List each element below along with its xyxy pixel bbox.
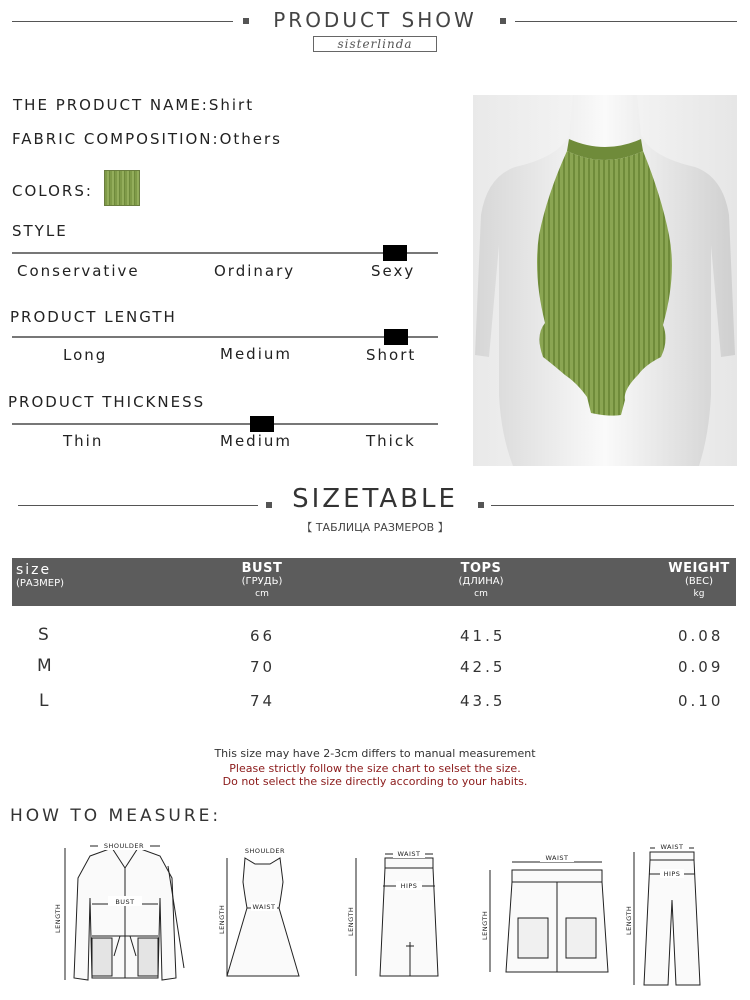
skirt-diagram bbox=[340, 846, 440, 986]
row-l-size: L bbox=[39, 691, 52, 711]
shoulder-label-1: SHOULDER bbox=[103, 842, 145, 850]
row-s-weight: 0.08 bbox=[678, 627, 724, 645]
hips-label-1: HIPS bbox=[400, 882, 418, 890]
shoulder-label-2: SHOULDER bbox=[244, 847, 286, 855]
thickness-scale-line bbox=[12, 423, 438, 425]
pants-diagram bbox=[620, 840, 715, 990]
hips-label-2: HIPS bbox=[663, 870, 681, 878]
jacket-diagram bbox=[50, 838, 200, 993]
style-scale-line bbox=[12, 252, 438, 254]
style-marker bbox=[383, 245, 407, 261]
length-label-4: LENGTH bbox=[481, 910, 489, 940]
length-option-medium: Medium bbox=[220, 345, 292, 363]
style-title: STYLE bbox=[12, 222, 68, 240]
shorts-diagram bbox=[478, 848, 618, 983]
sizetable-divider-left bbox=[18, 505, 258, 506]
row-s-tops: 41.5 bbox=[460, 627, 506, 645]
fabric-value: Others bbox=[219, 130, 282, 148]
product-name-label: THE PRODUCT NAME: bbox=[13, 96, 209, 114]
row-l-tops: 43.5 bbox=[460, 692, 506, 710]
style-option-conservative: Conservative bbox=[17, 262, 140, 280]
sizetable-bullet-right bbox=[478, 502, 484, 508]
thickness-option-thin: Thin bbox=[63, 432, 104, 450]
row-m-size: M bbox=[37, 656, 55, 676]
col-bust: BUST (ГРУДЬ) cm bbox=[241, 561, 283, 599]
warning-note-1: Please strictly follow the size chart to selset the size. bbox=[229, 762, 521, 775]
product-name-value: Shirt bbox=[208, 96, 255, 114]
bust-label: BUST bbox=[115, 898, 135, 906]
color-swatch-green[interactable] bbox=[104, 170, 140, 206]
thickness-marker bbox=[250, 416, 274, 432]
how-to-measure-title: HOW TO MEASURE: bbox=[10, 806, 222, 826]
sizetable-title: SIZETABLE bbox=[292, 484, 458, 514]
size-table-header bbox=[12, 558, 736, 606]
waist-label-4: WAIST bbox=[660, 843, 684, 851]
sizetable-subtitle: 【 ТАБЛИЦА РАЗМЕРОВ 】 bbox=[301, 521, 449, 534]
page-title: PRODUCT SHOW bbox=[273, 8, 477, 32]
fabric-label: FABRIC COMPOSITION: bbox=[12, 130, 220, 148]
length-option-long: Long bbox=[63, 346, 108, 364]
thickness-option-thick: Thick bbox=[366, 432, 416, 450]
header-divider-right bbox=[515, 21, 737, 22]
warning-note-2: Do not select the size directly according to your habits. bbox=[222, 775, 528, 788]
row-s-size: S bbox=[38, 625, 52, 645]
length-label-1: LENGTH bbox=[54, 903, 62, 933]
header-bullet-right bbox=[500, 18, 506, 24]
row-m-bust: 70 bbox=[250, 658, 276, 676]
col-tops: TOPS (ДЛИНА) cm bbox=[458, 561, 504, 599]
product-photo bbox=[473, 95, 737, 466]
thickness-option-medium: Medium bbox=[220, 432, 292, 450]
sizetable-bullet-left bbox=[266, 502, 272, 508]
length-label-2: LENGTH bbox=[218, 904, 226, 934]
length-title: PRODUCT LENGTH bbox=[10, 308, 177, 326]
row-l-bust: 74 bbox=[250, 692, 276, 710]
style-option-ordinary: Ordinary bbox=[214, 262, 296, 280]
waist-label-3: WAIST bbox=[545, 854, 569, 862]
length-marker bbox=[384, 329, 408, 345]
fabric-row bbox=[12, 130, 282, 148]
col-size: size (РАЗМЕР) bbox=[16, 562, 65, 589]
length-label-3: LENGTH bbox=[347, 906, 355, 936]
sizetable-divider-right bbox=[491, 505, 734, 506]
waist-label-1: WAIST bbox=[252, 903, 276, 911]
colors-label: COLORS: bbox=[12, 182, 93, 200]
row-m-weight: 0.09 bbox=[678, 658, 724, 676]
row-s-bust: 66 bbox=[250, 627, 276, 645]
length-option-short: Short bbox=[366, 346, 417, 364]
length-scale-line bbox=[12, 336, 438, 338]
product-name-row bbox=[13, 96, 254, 114]
row-m-tops: 42.5 bbox=[460, 658, 506, 676]
length-label-5: LENGTH bbox=[625, 905, 633, 935]
measurement-note: This size may have 2-3cm differs to manual measurement bbox=[214, 747, 536, 760]
waist-label-2: WAIST bbox=[397, 850, 421, 858]
brand-name: sisterlinda bbox=[313, 36, 437, 52]
col-weight: WEIGHT (ВЕС) kg bbox=[668, 561, 730, 599]
header-bullet-left bbox=[243, 18, 249, 24]
header-divider-left bbox=[12, 21, 233, 22]
dress-diagram bbox=[215, 842, 310, 987]
style-option-sexy: Sexy bbox=[371, 262, 416, 280]
thickness-title: PRODUCT THICKNESS bbox=[8, 393, 206, 411]
row-l-weight: 0.10 bbox=[678, 692, 724, 710]
